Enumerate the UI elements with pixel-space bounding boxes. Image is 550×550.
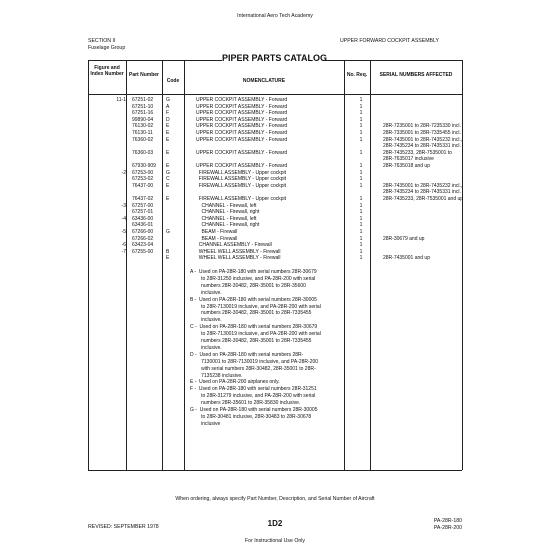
part-number-cell: 76130-02 <box>132 123 154 130</box>
table-row <box>0 110 550 117</box>
part-number-cell: 67251-02 <box>132 97 154 103</box>
code-cell: G <box>166 169 170 176</box>
figure-index-cell: -5 <box>121 229 126 235</box>
instructional-note: For Instructional Use Only <box>245 538 305 544</box>
table-row <box>0 189 550 196</box>
nomenclature-cell: UPPER COCKPIT ASSEMBLY - Forward <box>196 103 288 110</box>
figure-index-cell: -2 <box>121 169 126 176</box>
code-cell: E <box>166 163 170 169</box>
figure-index-cell: -4 <box>121 215 126 222</box>
code-cell: E <box>166 136 170 143</box>
nomenclature-cell: FIREWALL ASSEMBLY - Upper cockpit <box>196 196 287 202</box>
serial-numbers-cell: 28R-7435001 to 28R-7435232 incl., <box>383 182 463 189</box>
table-bottom-rule <box>88 470 462 471</box>
table-row <box>0 123 550 130</box>
section-label: SECTION II <box>88 38 116 44</box>
part-number-cell: 67255-00 <box>132 248 154 255</box>
table-row <box>0 222 550 229</box>
col-header-req: No. Req. <box>346 72 368 78</box>
assembly-label: UPPER FORWARD COCKPIT ASSEMBLY <box>340 38 439 44</box>
note-line: inclusive. <box>190 317 222 324</box>
table-row <box>0 176 550 183</box>
group-label: Fuselage Group <box>88 45 126 51</box>
col-header-part: Part Number <box>128 72 159 78</box>
nomenclature-cell: WHEEL WELL ASSEMBLY - Firewall <box>196 248 281 255</box>
code-cell: E <box>166 255 170 262</box>
academy-title: International Aero Tech Academy <box>237 13 313 19</box>
col-header-serial: SERIAL NUMBERS AFFECTED <box>379 72 453 78</box>
note-line: to 28R-31279 inclusive, and PA-28R-200 with serial <box>190 393 316 400</box>
note-line: numbers 28R-30482, 28R-35001 to 28R-7335455 <box>190 310 312 317</box>
table-row <box>0 196 550 203</box>
note-line: B - Used on PA-28R-180 with serial numbers 28R-30005 <box>190 296 317 303</box>
note-line: inclusive. <box>190 289 222 296</box>
catalog-title: PIPER PARTS CATALOG <box>222 53 328 63</box>
code-cell: E <box>166 123 170 130</box>
note-line: F - Used on PA-28R-180 with serial numbers 28R-31251 <box>190 386 317 393</box>
part-number-cell: 76130-11 <box>132 130 153 136</box>
nomenclature-cell: UPPER COCKPIT ASSEMBLY - Forward <box>196 97 288 103</box>
table-row <box>0 255 550 262</box>
quantity-cell: 1 <box>359 116 363 123</box>
table-row <box>0 216 550 223</box>
table-row <box>0 170 550 177</box>
quantity-cell: 1 <box>359 136 363 143</box>
nomenclature-cell: UPPER COCKPIT ASSEMBLY - Forward <box>196 136 288 143</box>
note-line: with serial numbers 28R-30482, 28R-35001 to 28R- <box>190 365 316 372</box>
ordering-note: When ordering, always specify Part Number, Description, and Serial Number of Aircraft <box>175 496 375 502</box>
serial-numbers-cell: 28R-7435234 to 28R-7435331 incl. <box>383 143 461 150</box>
code-cell: C <box>166 176 170 183</box>
table-row <box>0 137 550 144</box>
quantity-cell: 1 <box>359 196 363 202</box>
quantity-cell: 1 <box>359 149 363 156</box>
figure-index-cell: -6 <box>121 242 126 249</box>
serial-numbers-cell: 28R-7235001 to 28R-7235330 incl. <box>383 123 461 130</box>
table-row <box>0 229 550 236</box>
nomenclature-cell: UPPER COCKPIT ASSEMBLY - Forward <box>196 149 288 156</box>
code-cell: E <box>166 182 170 189</box>
code-cell: A <box>166 103 170 110</box>
nomenclature-cell: WHEEL WELL ASSEMBLY - Firewall <box>196 255 281 262</box>
serial-numbers-cell: 28R-7435234 to 28R-7435331 incl. <box>383 189 461 196</box>
note-line: to 28R-7130019 inclusive, and PA-28R-200 with serial <box>190 331 321 338</box>
quantity-cell: 1 <box>359 123 363 130</box>
table-row <box>0 104 550 111</box>
part-number-cell: 67251-16 <box>132 110 154 117</box>
quantity-cell: 1 <box>359 169 363 176</box>
note-line: numbers 28R-35601 to 28R-35830 inclusive. <box>190 400 301 407</box>
nomenclature-cell: FIREWALL ASSEMBLY - Upper cockpit <box>196 176 287 183</box>
nomenclature-cell: BEAM - Firewall <box>196 229 238 235</box>
note-line: inclusive <box>190 420 221 427</box>
quantity-cell: 1 <box>359 163 363 169</box>
code-cell: F <box>166 110 170 117</box>
table-row <box>0 130 550 137</box>
quantity-cell: 1 <box>359 215 363 222</box>
note-line: to 28R-7130019 inclusive, and PA-28R-200 with serial <box>190 303 321 310</box>
nomenclature-cell: BEAM - Firewall <box>196 235 238 242</box>
serial-numbers-cell: 28R-7435233, 28R-7535001 to <box>383 149 452 156</box>
table-row <box>0 163 550 170</box>
serial-numbers-cell: 28R-7435233, 28R-7535001 and up <box>383 196 464 202</box>
quantity-cell: 1 <box>359 248 363 255</box>
nomenclature-cell: CHANNEL - Firewall, right <box>196 209 260 216</box>
code-cell: D <box>166 116 170 123</box>
part-number-cell: 67253-02 <box>132 176 154 183</box>
quantity-cell: 1 <box>359 182 363 189</box>
nomenclature-cell: UPPER COCKPIT ASSEMBLY - Forward <box>196 163 288 169</box>
serial-numbers-cell: 28R-7435001 to 28R-7435232 incl., <box>383 136 463 143</box>
quantity-cell: 1 <box>359 97 363 103</box>
quantity-cell: 1 <box>359 103 363 110</box>
part-number-cell: 63436-01 <box>132 222 154 229</box>
part-number-cell: 67266-00 <box>132 229 154 235</box>
quantity-cell: 1 <box>359 176 363 183</box>
serial-numbers-cell: 28R-7335001 to 28R-7335455 incl. <box>383 130 461 136</box>
quantity-cell: 1 <box>359 242 363 249</box>
table-row <box>0 150 550 157</box>
note-line: G - Used on PA-28R-180 with serial numbers 28R-30005 <box>190 407 318 413</box>
model-number-1: PA-28R-180 <box>433 518 462 524</box>
col-header-nomenclature: NOMENCLATURE <box>242 78 286 84</box>
note-line: numbers 28R-30482, 28R-35001 to 28R-35600 <box>190 282 306 289</box>
part-number-cell: 76360-03 <box>132 149 154 156</box>
quantity-cell: 1 <box>359 229 363 235</box>
title-rule-left <box>88 60 222 61</box>
revised-date: REVISED: SEPTEMBER 1978 <box>88 524 159 530</box>
code-cell: E <box>166 149 170 156</box>
quantity-cell: 1 <box>359 202 363 209</box>
code-cell: B <box>166 248 170 255</box>
table-row <box>0 183 550 190</box>
serial-numbers-cell: 28R-30679 and up <box>383 235 425 242</box>
nomenclature-cell: UPPER COCKPIT ASSEMBLY - Forward <box>196 116 288 123</box>
nomenclature-cell: CHANNEL ASSEMBLY - Firewall <box>196 242 272 249</box>
note-line: D - Used on PA-28R-180 with serial numbers 28R- <box>190 351 304 358</box>
note-line: 7130001 to 28R-7130019 inclusive, and PA-28R-200 <box>190 358 319 365</box>
figure-index-cell: -3 <box>121 202 126 209</box>
note-line: to 28R-31250 inclusive, and PA-28R-200 with serial <box>190 275 316 282</box>
table-row <box>0 209 550 216</box>
note-line: E - Used on PA-28R-200 airplanes only. <box>190 379 280 386</box>
note-line: numbers 28R-30482, 28R-35001 to 28R-7335455 <box>190 338 312 344</box>
page-number: 1D2 <box>267 519 283 528</box>
code-cell: G <box>166 97 170 103</box>
quantity-cell: 1 <box>359 222 363 229</box>
table-row <box>0 249 550 256</box>
part-number-cell: 76360-02 <box>132 136 154 143</box>
part-number-cell: 67257-00 <box>132 202 154 209</box>
serial-numbers-cell: 28R-7635018 and up <box>383 163 430 169</box>
table-row <box>0 143 550 150</box>
quantity-cell: 1 <box>359 209 363 216</box>
part-number-cell: 67930-909 <box>132 163 156 169</box>
table-row <box>0 117 550 124</box>
note-line: inclusive. <box>190 344 222 351</box>
nomenclature-cell: CHANNEL - Firewall, right <box>196 222 260 229</box>
serial-numbers-cell: 28R-7635017 inclusive <box>383 156 434 163</box>
table-row <box>0 97 550 104</box>
part-number-cell: 67251-10 <box>132 103 154 110</box>
quantity-cell: 1 <box>359 235 363 242</box>
serial-numbers-cell: 28R-7435001 and up <box>383 255 430 262</box>
note-line: 7135238 inclusive. <box>190 372 243 379</box>
part-number-cell: 67253-00 <box>132 169 154 176</box>
note-line: to 28R-30481 inclusive, 28R-30483 to 28R-30678 <box>190 413 312 420</box>
col-header-code: Code <box>166 78 180 84</box>
code-cell: E <box>166 130 170 136</box>
table-row <box>0 203 550 210</box>
col-header-figure: Figure and Index Number <box>90 65 124 77</box>
nomenclature-cell: UPPER COCKPIT ASSEMBLY - Forward <box>196 123 288 130</box>
nomenclature-cell: CHANNEL - Firewall, left <box>196 215 257 222</box>
part-number-cell: 76437-02 <box>132 196 154 202</box>
part-number-cell: 67257-01 <box>132 209 154 216</box>
nomenclature-cell: UPPER COCKPIT ASSEMBLY - Forward <box>196 110 288 117</box>
note-line: A - Used on PA-28R-180 with serial numbers 28R-30679 <box>190 269 317 275</box>
part-number-cell: 67266-02 <box>132 235 154 242</box>
table-row <box>0 242 550 249</box>
quantity-cell: 1 <box>359 255 363 262</box>
nomenclature-cell: CHANNEL - Firewall, left <box>196 202 257 209</box>
header-bottom-rule <box>88 94 462 95</box>
part-number-cell: 63423-04 <box>132 242 154 249</box>
nomenclature-cell: UPPER COCKPIT ASSEMBLY - Forward <box>196 130 288 136</box>
title-rule-right <box>325 60 462 61</box>
note-line: C - Used on PA-28R-180 with serial numbers 28R-30679 <box>190 324 318 331</box>
quantity-cell: 1 <box>359 110 363 117</box>
part-number-cell: 76437-00 <box>132 182 154 189</box>
code-cell: G <box>166 229 170 235</box>
nomenclature-cell: FIREWALL ASSEMBLY - Upper cockpit <box>196 169 287 176</box>
code-cell: E <box>166 196 170 202</box>
figure-index-cell: -7 <box>121 248 126 255</box>
quantity-cell: 1 <box>359 130 363 136</box>
part-number-cell: 99890-04 <box>132 116 154 123</box>
part-number-cell: 63436-00 <box>132 215 154 222</box>
table-row <box>0 236 550 243</box>
table-row <box>0 156 550 163</box>
figure-index-cell: 11-1 <box>116 97 126 103</box>
model-number-2: PA-28R-200 <box>433 525 462 531</box>
nomenclature-cell: FIREWALL ASSEMBLY - Upper cockpit <box>196 182 287 189</box>
